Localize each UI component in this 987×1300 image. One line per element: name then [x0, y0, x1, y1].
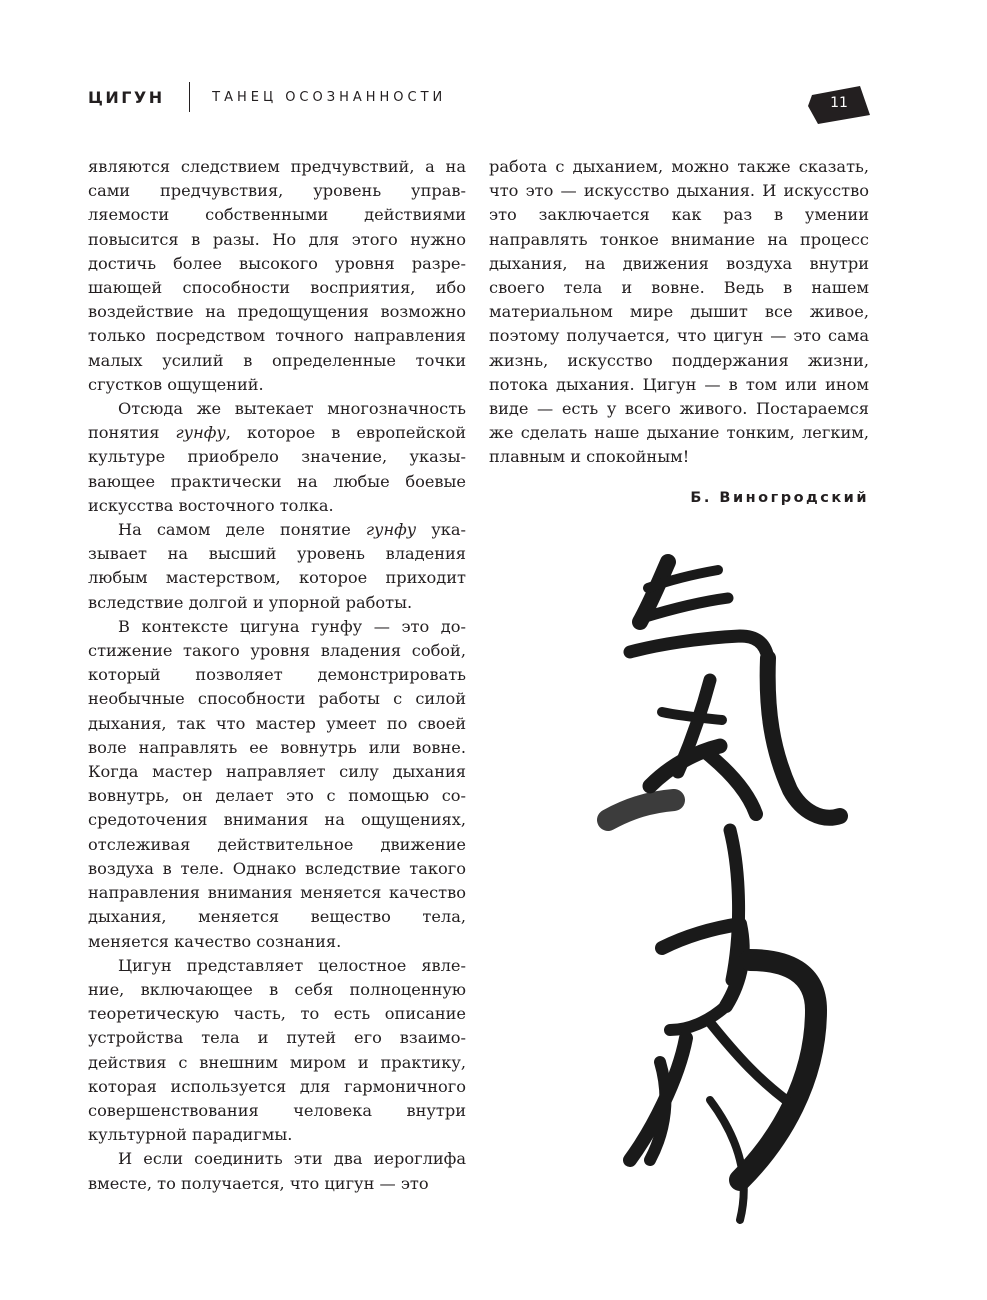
page-number-badge — [808, 86, 870, 124]
running-header — [88, 82, 446, 112]
brush-calligraphy-graphic — [590, 540, 890, 1240]
page-number: 11 — [830, 95, 848, 111]
calligraphy-qigong-image — [590, 540, 890, 1240]
italic-term: гунфу — [175, 423, 226, 443]
right-text-column — [489, 155, 869, 470]
italic-term: гунфу — [365, 520, 417, 540]
paragraph: В контексте цигуна гунфу — это достижение такого уровня владения собой, который позволяет демонстрировать необычные способности работы с силой дыхания, так что мастер умеет по своей воле направлять ее вовнутрь или вовне. Когда мастер направляет силу дыхания вовнутрь, он делает это с помощью сосредоточения внимания на ощущениях, отслеживая действительное движение воздуха в теле. Однако вследствие такого направления внимания меняется качество дыхания, меняется вещество тела, меняется качество сознания. — [88, 616, 466, 951]
header-title: ЦИГУН — [88, 87, 165, 107]
paragraph: Цигун представляет целостное явление, включающее в себя полноценную теоретическую часть, то есть описание устройства тела и путей его взаимодействия с внешним миром и практику, которая используется для гармоничного совершенствования человека внутри культурной парадигмы. — [88, 955, 466, 1145]
paragraph: Отсюда же вытекает многозначность понятия гунфу, которое в европейской культуре приобрело значение, указывающее практически на любые боевые искусства восточного толка. — [88, 399, 466, 515]
author-signature: Б. Виногродский — [690, 490, 869, 506]
header-divider — [189, 82, 191, 112]
left-text-column — [88, 155, 466, 1196]
header-subtitle: ТАНЕЦ ОСОЗНАННОСТИ — [212, 89, 447, 105]
paragraph: И если соединить эти два иероглифа вместе, то получается, что цигун — это — [88, 1149, 466, 1193]
paragraph: На самом деле понятие гунфу указывает на высший уровень владения любым мастерством, которое приходит вследствие долгой и упорной работы. — [88, 520, 466, 612]
paragraph: работа с дыханием, можно также сказать, что это — искусство дыхания. И искусство это заключается как раз в умении направлять тонкое внимание на процесс дыхания, на движения воздуха внутри своего тела и вовне. Ведь в нашем материальном мире дышит все живое, поэтому получается, что цигун — это сама жизнь, искусство поддержания жизни, потока дыхания. Цигун — в том или ином виде — есть у всего живого. Постараемся же сделать наше дыхание тонким, легким, плавным и спокойным! — [489, 157, 869, 467]
paragraph: являются следствием предчувствий, а на сами предчувствия, уровень управляемости собственными действиями повысится в разы. Но для этого нужно достичь более высокого уровня разрешающей способности восприятия, ибо воздействие на предощущения возможно только посредством точного направления малых усилий в определенные точки сгустков ощущений. — [88, 157, 466, 394]
